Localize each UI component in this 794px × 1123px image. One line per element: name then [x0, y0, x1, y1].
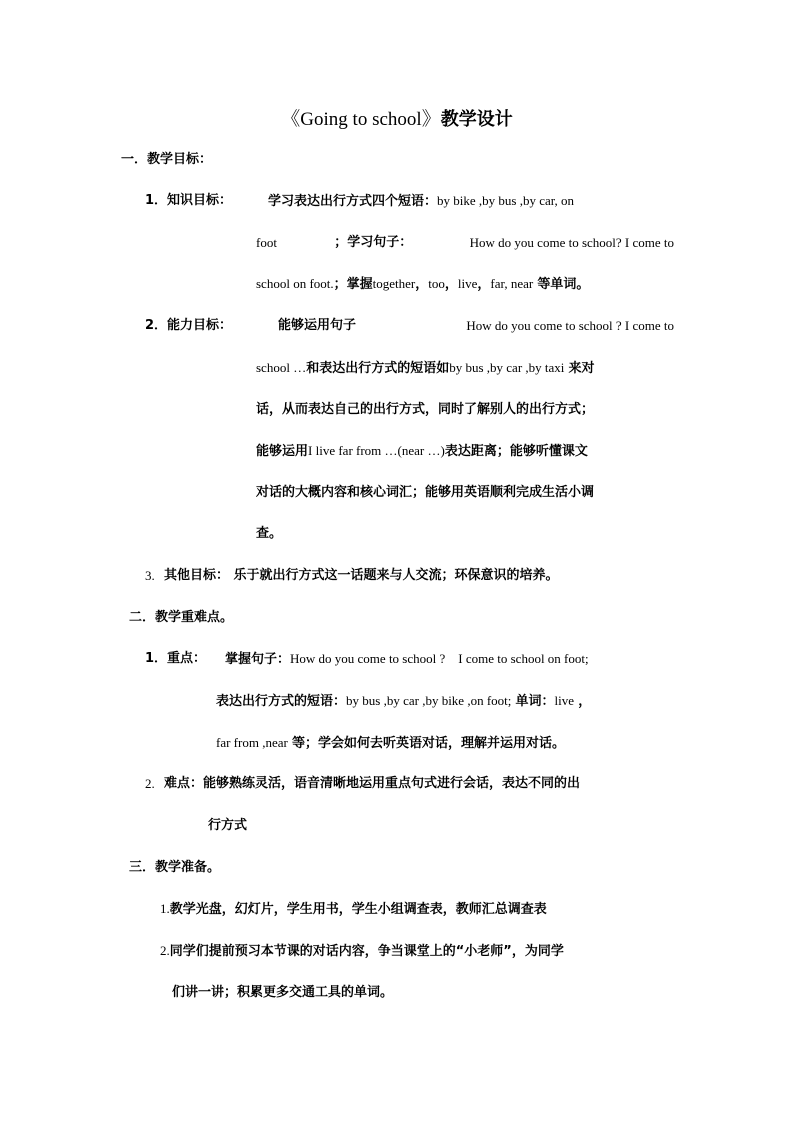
preparation-item-2-line-2: 们讲一讲；积累更多交通工具的单词。: [172, 985, 394, 1000]
ability-goal-line-5: 对话的大概内容和核心词汇；能够用英语顺利完成生活小调: [256, 485, 595, 500]
other-goal-text: 其他目标： 乐于就出行方式这一话题来与人交流；环保意识的培养。: [164, 568, 559, 583]
ability-goal-line-6: 查。: [256, 526, 283, 541]
key-point-label: 1．重点：: [145, 651, 207, 666]
preparation-item-2-line-1: 2.同学们提前预习本节课的对话内容，争当课堂上的“小老师”，为同学: [160, 943, 564, 959]
difficulty-line-1: 难点：能够熟练灵活，语音清晰地运用重点句式进行会话，表达不同的出: [164, 776, 581, 791]
title-english: Going to school: [300, 109, 422, 130]
knowledge-goal-label: 1．知识目标：: [145, 193, 233, 208]
key-point-line-2: 表达出行方式的短语：by bus ,by car ,by bike ,on foot; 单词：live ，: [216, 693, 592, 709]
ability-goal-line-3: 话，从而表达自己的出行方式，同时了解别人的出行方式；: [256, 402, 595, 417]
section-1-heading: 一．教学目标：: [121, 152, 213, 167]
knowledge-goal-line-1: 学习表达出行方式四个短语：by bike ,by bus ,by car, on: [268, 193, 575, 209]
knowledge-goal-line-3: school on foot.；掌握together，too，live，far, near 等单词。: [256, 276, 590, 292]
section-2-heading: 二．教学重难点。: [129, 610, 234, 625]
ability-goal-label: 2．能力目标：: [145, 318, 233, 333]
section-3-heading: 三．教学准备。: [129, 860, 221, 875]
ability-goal-line-2: school …和表达出行方式的短语如by bus ,by car ,by taxi 来对: [256, 360, 595, 376]
title-chinese: 教学设计: [440, 109, 513, 130]
other-goal-number: 3.: [145, 568, 155, 583]
key-point-line-1: 掌握句子：How do you come to school ? I come to school on foot;: [225, 651, 589, 667]
difficulty-line-2: 行方式: [208, 818, 248, 833]
key-point-line-3: far from ,near 等；学会如何去听英语对话，理解并运用对话。: [216, 735, 565, 751]
title-open-quote: 《: [281, 109, 301, 130]
preparation-item-1: 1.教学光盘，幻灯片，学生用书，学生小组调查表，教师汇总调查表: [160, 901, 547, 917]
document-title: [0, 106, 794, 133]
difficulty-number: 2.: [145, 776, 155, 791]
ability-goal-line-1: 能够运用句子 How do you come to school ? I come to: [278, 318, 674, 333]
ability-goal-line-4: 能够运用I live far from …(near …)表达距离；能够听懂课文: [256, 443, 588, 459]
title-close-quote: 》: [421, 109, 441, 130]
knowledge-goal-line-2: foot ；学习句子： How do you come to school? I come to: [256, 235, 674, 250]
